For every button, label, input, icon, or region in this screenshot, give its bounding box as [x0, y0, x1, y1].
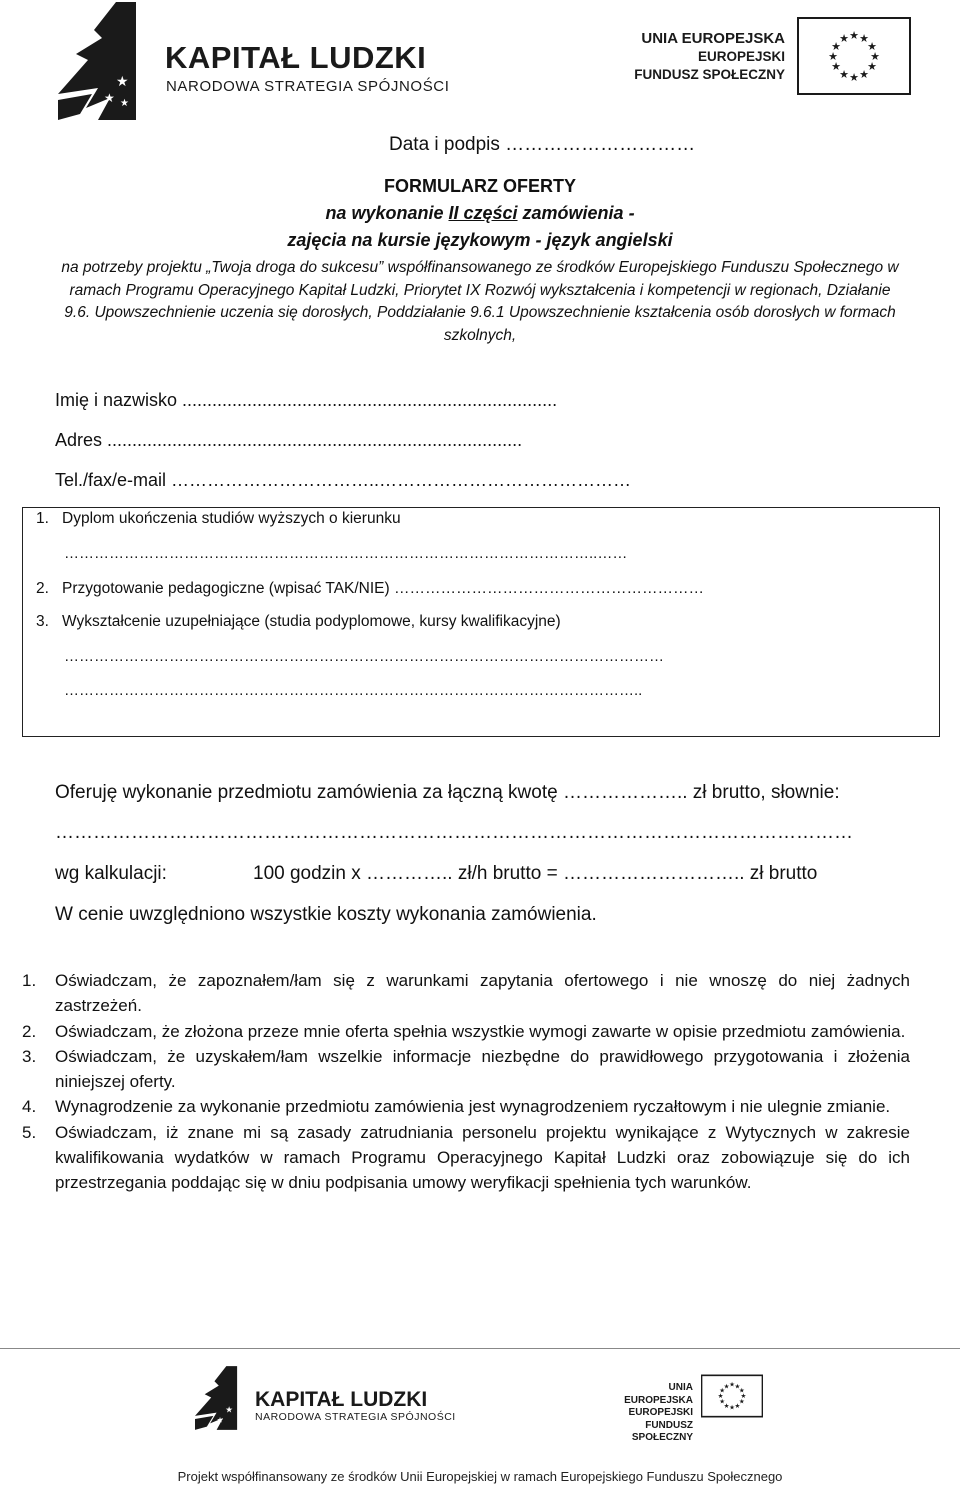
form-subtitle	[0, 203, 960, 224]
svg-text:★: ★	[116, 74, 129, 90]
declaration-number: 3.	[22, 1046, 37, 1066]
svg-text:★: ★	[120, 98, 129, 109]
name-field[interactable]: Imię i nazwisko ...........................................................................	[55, 390, 558, 410]
kapital-ludzki-footer-logo-mark	[195, 1362, 249, 1434]
eu-line-3: FUNDUSZ SPOŁECZNY	[634, 67, 785, 82]
svg-text:★: ★	[216, 1415, 224, 1425]
declaration-item	[22, 1044, 910, 1095]
svg-text:★: ★	[723, 1401, 730, 1410]
footer-eu-line-1: UNIA EUROPEJSKA	[624, 1382, 693, 1406]
declaration-number: 5.	[22, 1122, 37, 1142]
declaration-number: 4.	[22, 1097, 37, 1117]
declaration-text: Oświadczam, że zapoznałem/łam się z warunkami zapytania ofertowego i nie wnoszę do niej żadnych zastrzeżeń.	[55, 971, 910, 1016]
form-subtitle-2: zajęcia na kursie językowym - język angielski	[287, 230, 673, 250]
footer-divider	[0, 1348, 960, 1349]
declaration-number: 1.	[22, 971, 37, 990]
item-label: Dyplom ukończenia studiów wyższych o kierunku	[62, 510, 401, 527]
supplementary-field-2[interactable]: ……………………………………………………………………………………………………..	[64, 682, 643, 699]
svg-text:★: ★	[734, 1382, 741, 1391]
svg-text:★: ★	[104, 91, 115, 105]
eu-line-2: EUROPEJSKI	[697, 49, 785, 64]
item-number: 1.	[36, 510, 49, 527]
svg-text:★: ★	[719, 1397, 726, 1406]
declarations-list	[22, 968, 910, 1196]
declaration-item	[22, 1019, 910, 1044]
svg-text:★: ★	[88, 106, 97, 117]
item-number: 3.	[36, 613, 49, 630]
svg-text:★: ★	[839, 68, 849, 81]
declaration-text: Oświadczam, iż znane mi są zasady zatrudniania personelu projektu wynikające z Wytycznych w zakresie kwalifikowania wydatków w ramach Programu Operacyjnego Kapitał Ludzki oraz zobowiązuje się do ich przestrzegania poddając się w dniu podpisania umowy weryfikacji spełnienia tych warunków.	[55, 1122, 910, 1193]
svg-text:★: ★	[831, 40, 841, 53]
svg-text:★: ★	[828, 50, 838, 63]
calculation-value[interactable]: 100 godzin x ………….. zł/h brutto = ……………………….. zł brutto	[253, 863, 818, 884]
svg-text:★: ★	[849, 71, 859, 84]
item-number: 2.	[36, 580, 49, 597]
form-title: FORMULARZ OFERTY	[384, 176, 576, 196]
svg-text:★: ★	[729, 1403, 735, 1412]
svg-text:★: ★	[225, 1405, 233, 1416]
svg-text:★: ★	[717, 1392, 724, 1401]
qualification-item-diploma	[36, 510, 401, 528]
svg-text:★: ★	[738, 1386, 745, 1395]
calculation-line[interactable]	[55, 863, 817, 885]
item-label: Wykształcenie uzupełniające (studia podyplomowe, kursy kwalifikacyjne)	[62, 613, 561, 630]
footer-eu-flag-icon	[701, 1374, 763, 1418]
price-includes-note: W cenie uwzględniono wszystkie koszty wykonania zamówienia.	[55, 904, 597, 925]
svg-text:★: ★	[839, 32, 849, 45]
eu-logo-text	[630, 30, 785, 84]
svg-text:★: ★	[831, 60, 841, 73]
eu-flag-icon	[797, 17, 911, 95]
svg-text:★: ★	[740, 1392, 747, 1401]
declaration-item	[22, 968, 910, 1019]
kapital-ludzki-subtitle: NARODOWA STRATEGIA SPÓJNOŚCI	[166, 78, 450, 95]
svg-text:★: ★	[734, 1401, 741, 1410]
offer-amount-words-field[interactable]: ………………………………………………………………………………………………………………	[55, 822, 853, 843]
project-description: na potrzeby projektu „Twoja droga do sukcesu” współfinansowanego ze środków Europejskiego Funduszu Społecznego w ramach Programu Operacyjnego Kapitał Ludzki, Priorytet IX Rozwój wykształcenia i kompetencji w regionach, Działanie 9.6. Upowszechnienie uczenia się dorosłych, Poddziałanie 9.6.1 Upowszechnienie kształcenia osób dorosłych w formach szkolnych,	[61, 259, 899, 344]
date-signature-line: Data i podpis …………………………	[389, 134, 696, 155]
svg-text:★: ★	[849, 29, 859, 42]
subtitle-prefix: na wykonanie	[325, 203, 449, 223]
declaration-text: Oświadczam, że uzyskałem/łam wszelkie informacje niezbędne do prawidłowego przygotowania i złożenia niniejszej oferty.	[55, 1046, 910, 1092]
footer-kapital-ludzki-subtitle: NARODOWA STRATEGIA SPÓJNOŚCI	[255, 1411, 456, 1423]
diploma-field[interactable]: ……………………………………………………………………………………………..……	[64, 545, 628, 562]
item-label: Przygotowanie pedagogiczne (wpisać TAK/NIE) ……………………………………………………	[62, 580, 704, 597]
declaration-item	[22, 1120, 910, 1196]
svg-text:★: ★	[870, 50, 880, 63]
kapital-ludzki-title: KAPITAŁ LUDZKI	[165, 40, 427, 75]
svg-text:★: ★	[867, 40, 877, 53]
svg-text:★: ★	[738, 1397, 745, 1406]
declaration-number: 2.	[22, 1021, 37, 1041]
offer-amount-line[interactable]: Oferuję wykonanie przedmiotu zamówienia za łączną kwotę ……………….. zł brutto, słownie:	[55, 782, 840, 803]
address-field[interactable]: Adres ...................................................................................	[55, 430, 523, 450]
footer-kapital-ludzki-title: KAPITAŁ LUDZKI	[255, 1388, 428, 1411]
qualification-item-supplementary	[36, 613, 561, 631]
svg-text:★: ★	[867, 60, 877, 73]
contact-field[interactable]: Tel./fax/e-mail ……………………………..……………………………………	[55, 470, 632, 490]
svg-text:★: ★	[729, 1380, 735, 1389]
svg-text:★: ★	[719, 1386, 726, 1395]
qualification-item-pedagogical[interactable]	[36, 580, 704, 598]
declaration-text: Wynagrodzenie za wykonanie przedmiotu zamówienia jest wynagrodzeniem ryczałtowym i nie ulegnie zmianie.	[55, 1097, 891, 1117]
footer-eu-logo-text	[598, 1382, 693, 1445]
supplementary-field-1[interactable]: …………………………………………………………………………………………………………	[64, 648, 664, 665]
footer-eu-line-2: EUROPEJSKI	[628, 1407, 693, 1418]
footer-funding-note: Projekt współfinansowany ze środków Unii Europejskiej w ramach Europejskiego Funduszu Społecznego	[177, 1469, 783, 1484]
svg-text:★: ★	[723, 1382, 730, 1391]
svg-text:★: ★	[859, 68, 869, 81]
declaration-text: Oświadczam, że złożona przeze mnie oferta spełnia wszystkie wymogi zawarte w opisie przedmiotu zamówienia.	[55, 1021, 906, 1041]
declaration-item	[22, 1094, 910, 1119]
eu-line-1: UNIA EUROPEJSKA	[641, 30, 785, 47]
kapital-ludzki-logo-mark	[58, 2, 158, 120]
subtitle-part-number: II części	[448, 203, 518, 223]
calculation-label: wg kalkulacji:	[55, 863, 167, 884]
subtitle-suffix: zamówienia -	[517, 203, 635, 223]
footer-eu-line-3: FUNDUSZ SPOŁECZNY	[631, 1419, 693, 1443]
svg-text:★: ★	[859, 32, 869, 45]
